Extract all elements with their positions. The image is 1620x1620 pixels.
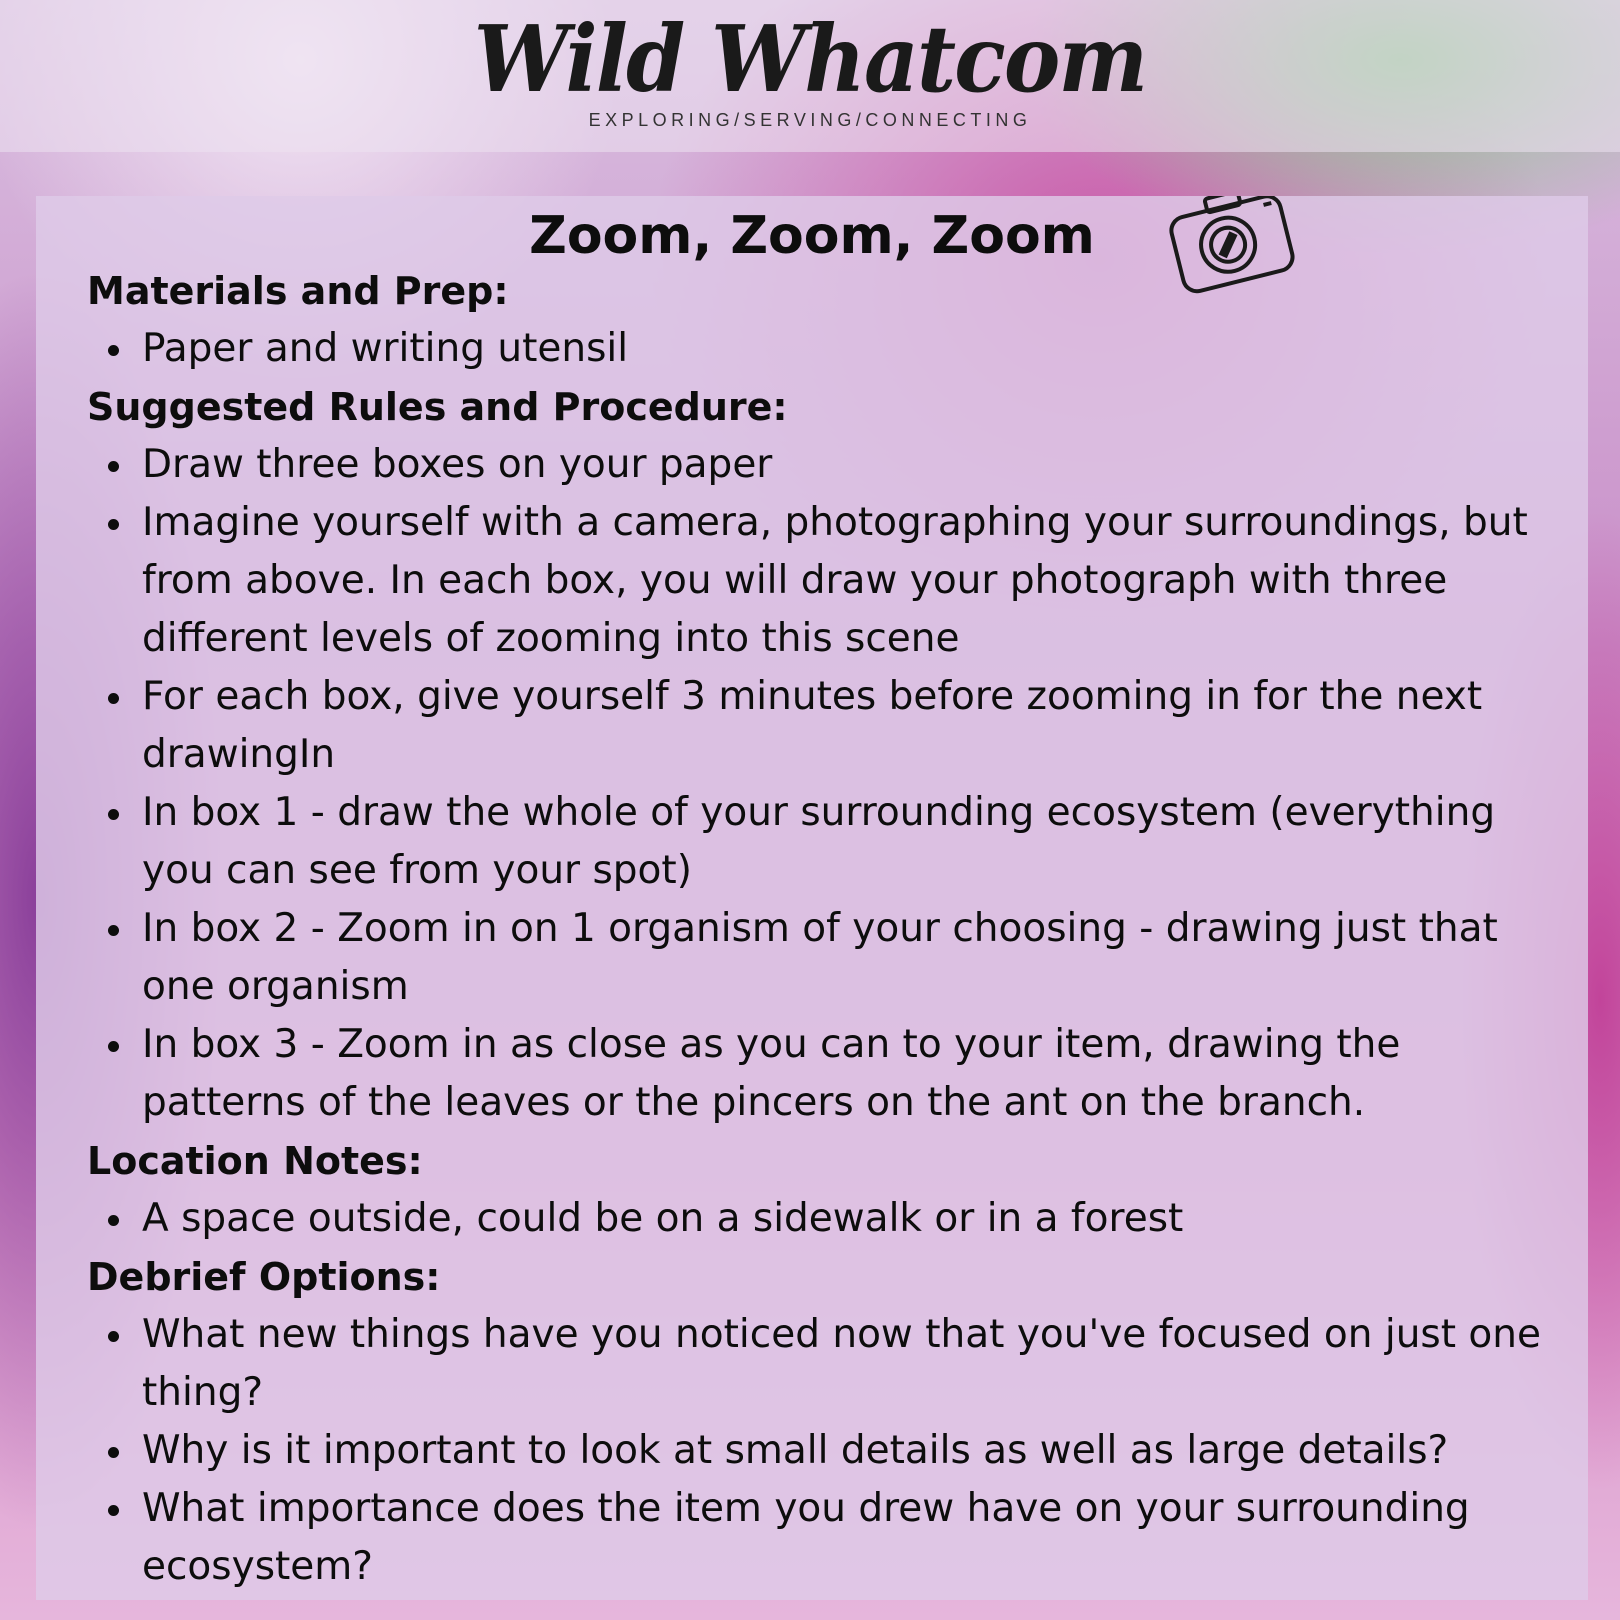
list-item	[142, 1306, 1547, 1422]
section-debrief-options	[87, 1248, 1547, 1596]
list-item-text: A space outside, could be on a sidewalk or in a forest	[142, 1196, 1184, 1241]
bullet-icon	[108, 461, 119, 472]
list-item-text: What importance does the item you drew have on your surrounding ecosystem?	[142, 1486, 1470, 1589]
list-item-text: Paper and writing utensil	[142, 326, 629, 371]
bullet-list	[87, 1306, 1547, 1596]
bullet-list	[87, 436, 1547, 1132]
logo-tagline: EXPLORING/SERVING/CONNECTING	[588, 110, 1032, 130]
list-item-text: Draw three boxes on your paper	[142, 442, 773, 487]
bullet-icon	[108, 925, 119, 936]
section-heading: Materials and Prep:	[87, 269, 509, 313]
bullet-icon	[108, 1041, 119, 1052]
list-item	[142, 900, 1547, 1016]
activity-content	[87, 262, 1547, 1596]
list-item	[142, 668, 1547, 784]
list-item-text: In box 3 - Zoom in as close as you can to your item, drawing the patterns of the leaves or the pincers on the ant on the branch.	[142, 1022, 1401, 1125]
list-item-text: For each box, give yourself 3 minutes before zooming in for the next drawingIn	[142, 674, 1483, 777]
list-item-text: In box 2 - Zoom in on 1 organism of your choosing - drawing just that one organism	[142, 906, 1498, 1009]
list-item	[142, 320, 1547, 378]
logo-wordmark: Wild Whatcom	[473, 5, 1147, 113]
section-heading: Location Notes:	[87, 1139, 423, 1183]
section-heading: Suggested Rules and Procedure:	[87, 385, 788, 429]
bullet-icon	[108, 1447, 119, 1458]
list-item-text: What new things have you noticed now that you've focused on just one thing?	[142, 1312, 1541, 1415]
list-item	[142, 1190, 1547, 1248]
section-location-notes	[87, 1132, 1547, 1248]
bullet-icon	[108, 693, 119, 704]
bullet-list	[87, 320, 1547, 378]
list-item-text: In box 1 - draw the whole of your surrounding ecosystem (everything you can see from your spot)	[142, 790, 1496, 893]
section-materials-and-prep	[87, 262, 1547, 378]
bullet-icon	[108, 519, 119, 530]
section-suggested-rules-and-procedure	[87, 378, 1547, 1132]
bullet-list	[87, 1190, 1547, 1248]
page-title: Zoom, Zoom, Zoom	[529, 206, 1095, 266]
list-item-text: Imagine yourself with a camera, photographing your surroundings, but from above. In each box, you will draw your photograph with three different levels of zooming into this scene	[142, 500, 1528, 661]
bullet-icon	[108, 1215, 119, 1226]
list-item-text: Why is it important to look at small details as well as large details?	[142, 1428, 1449, 1473]
bullet-icon	[108, 345, 119, 356]
section-heading: Debrief Options:	[87, 1255, 441, 1299]
bullet-icon	[108, 1505, 119, 1516]
list-item	[142, 1016, 1547, 1132]
bullet-icon	[108, 809, 119, 820]
list-item	[142, 1480, 1547, 1596]
wild-whatcom-logo	[0, 0, 1620, 152]
list-item	[142, 494, 1547, 668]
activity-card	[36, 196, 1588, 1600]
bullet-icon	[108, 1331, 119, 1342]
list-item	[142, 436, 1547, 494]
list-item	[142, 784, 1547, 900]
list-item	[142, 1422, 1547, 1480]
